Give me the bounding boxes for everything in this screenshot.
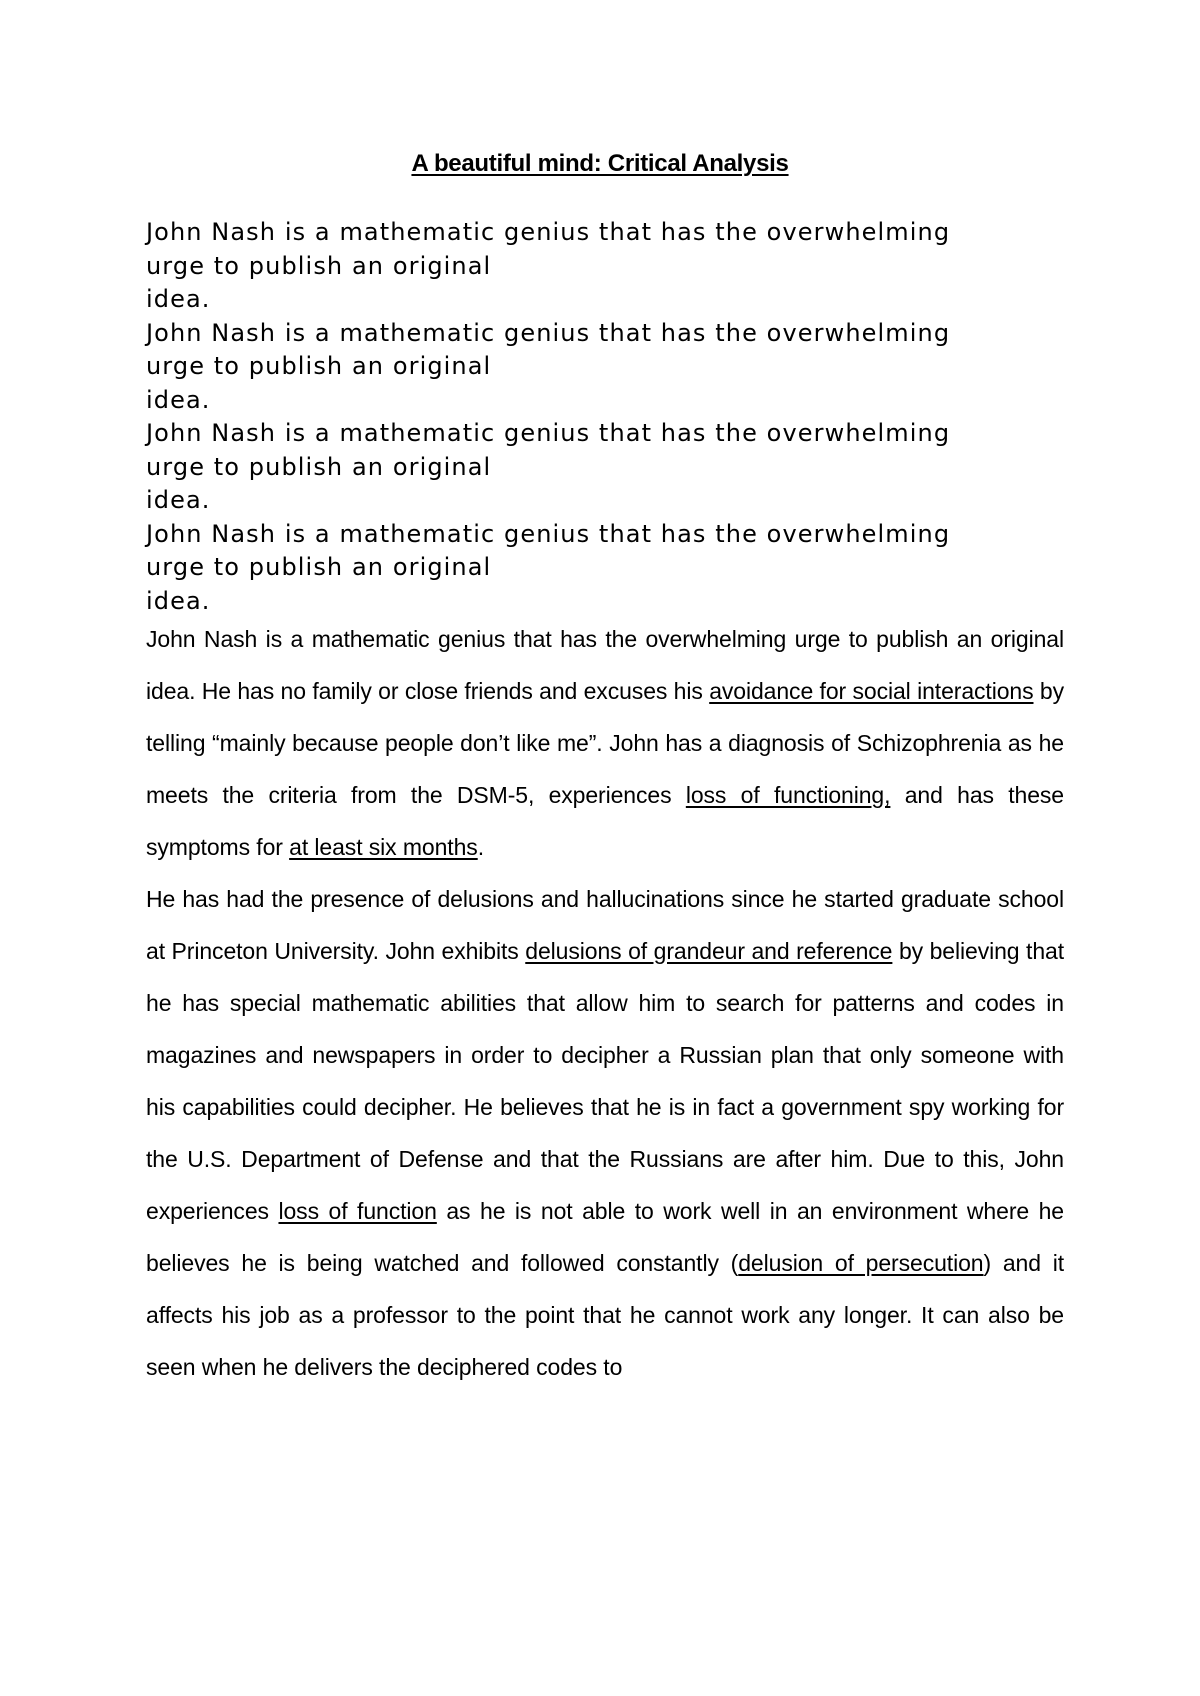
text-line: idea. [146,486,211,514]
text-line: John Nash is a mathematic genius that has the overwhelming [146,519,951,548]
text-line: John Nash is a mathematic genius that has the overwhelming [146,318,951,347]
repeated-text-block [146,216,1046,618]
underlined-phrase: delusion of persecution [738,1250,984,1276]
underlined-phrase: loss of functioning, [685,782,891,808]
paragraph-text: John Nash is a mathematic genius that has the overwhelming urge to publish an original idea. He has no family or close friends and excuses his [146,626,1064,704]
text-line: John Nash is a mathematic genius that has the overwhelming [146,419,951,447]
text-line: idea. [146,586,211,615]
paragraph-text: by believing that he has special mathematic abilities that allow him to search for patterns and codes in magazines and newspapers in order to decipher a Russian plan that only someone with his capabilities could decipher. He believes that he is in fact a government spy working for the U.S. Department of Defense and that the Russians are after him. Due to this, John experiences [146,938,1065,1224]
paragraph-text: as he is not able to work well in an environment where he believes he is being watched and followed constantly ( [146,1198,1064,1276]
text-line: urge to publish an original [146,553,492,581]
paragraph-2 [146,873,1064,1393]
text-line: urge to publish an original [146,251,492,280]
document-title: A beautiful mind: Critical Analysis [411,150,789,177]
repeated-paragraph [146,518,1046,619]
text-line: idea. [146,285,211,313]
paragraph-text: ) and it affects his job as a professor to the point that he cannot work any longer. It can also be seen when he delivers the deciphered codes to [146,1250,1065,1380]
text-line: urge to publish an original [146,452,492,481]
body-text [146,613,1064,1393]
repeated-paragraph [146,417,1046,518]
underlined-phrase: at least six months [289,834,478,860]
underlined-phrase: avoidance for social interactions [709,678,1034,704]
paragraph-text: He has had the presence of delusions and hallucinations since he started graduate school at Princeton University. John exhibits [146,886,1064,964]
text-line: idea. [146,385,211,414]
paragraph-text: and has these symptoms for [146,782,1064,860]
repeated-paragraph [146,216,1046,317]
text-line: John Nash is a mathematic genius that has the overwhelming [146,218,951,246]
underlined-phrase: loss of function [278,1198,437,1224]
paragraph-text: by telling “mainly because people don’t like me”. John has a diagnosis of Schizophrenia as he meets the criteria from the DSM-5, experiences [146,678,1064,808]
repeated-paragraph [146,317,1046,418]
text-line: urge to publish an original [146,352,492,380]
paragraph-text: . [477,834,484,860]
paragraph-1 [146,613,1064,873]
underlined-phrase: delusions of grandeur and reference [525,938,893,964]
